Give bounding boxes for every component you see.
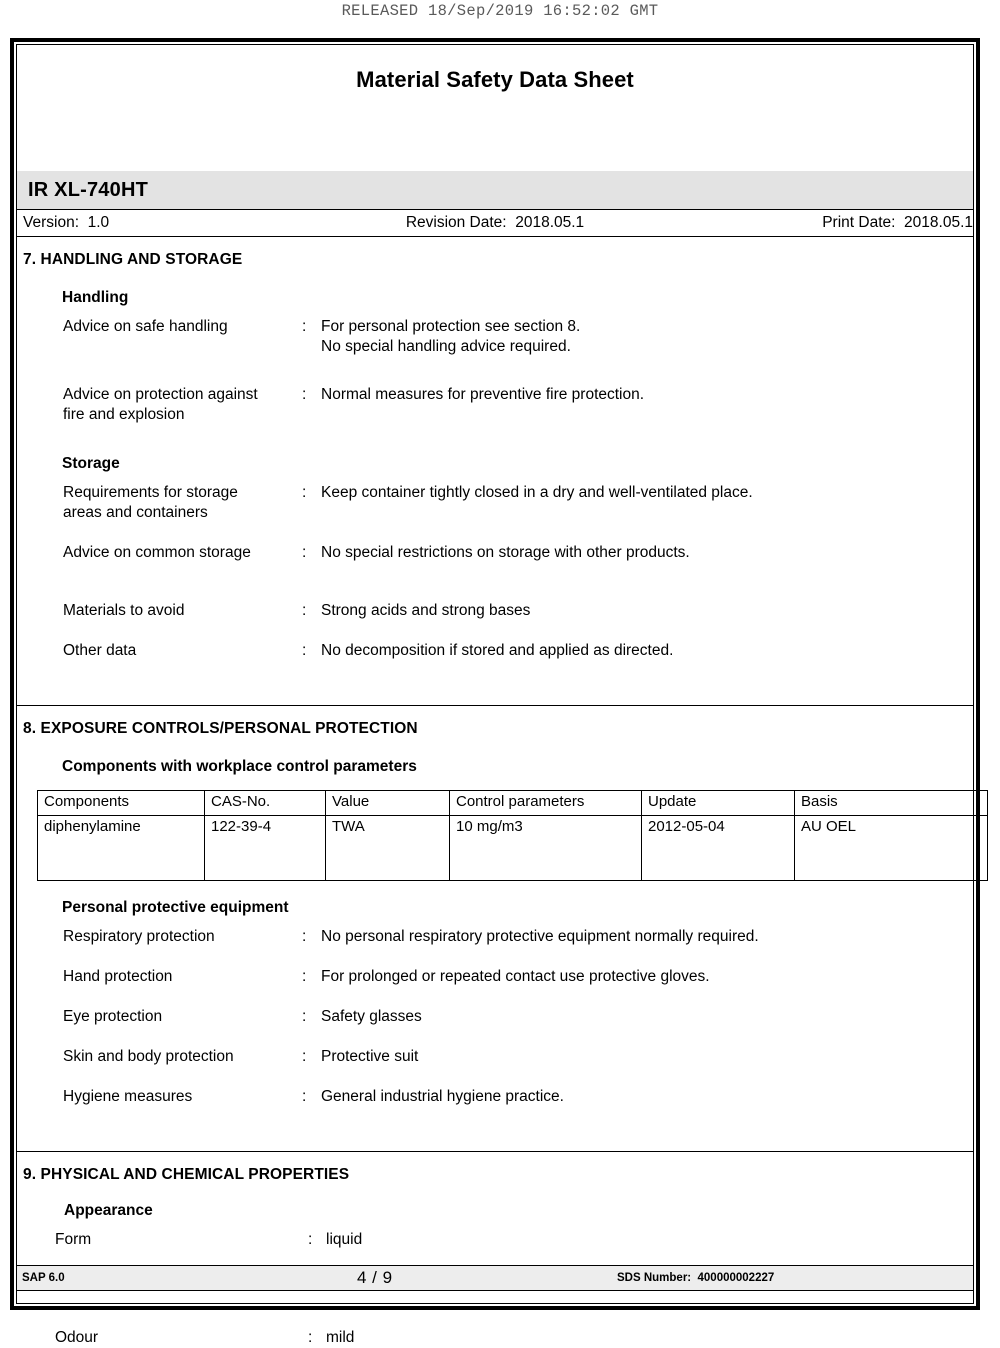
- spacer: [17, 987, 973, 1007]
- row-skin-and-body-protection: [17, 1047, 973, 1067]
- column-header-value: Value: [326, 791, 450, 816]
- row-hygiene-measures: [17, 1087, 973, 1107]
- storage-subheading: Storage: [62, 455, 120, 472]
- column-header-components: Components: [38, 791, 205, 816]
- spacer: [17, 1184, 973, 1202]
- section-8-title: 8. EXPOSURE CONTROLS/PERSONAL PROTECTION: [23, 720, 418, 737]
- row-form: [17, 1230, 973, 1250]
- row-label-line-2: fire and explosion: [63, 406, 185, 423]
- row-value: No decomposition if stored and applied as directed.: [321, 642, 674, 659]
- row-colon: :: [302, 602, 307, 619]
- spacer: [17, 533, 973, 543]
- cell-cas-no: 122-39-4: [205, 816, 326, 881]
- row-value: No personal respiratory protective equipment normally required.: [321, 928, 759, 945]
- personal-protective-equipment-subheading: Personal protective equipment: [62, 899, 289, 916]
- row-label: Odour: [55, 1329, 99, 1346]
- page-inner: [16, 44, 974, 1346]
- row-value-line-2: No special handling advice required.: [321, 338, 571, 355]
- spacer: [17, 661, 973, 691]
- row-value: Safety glasses: [321, 1008, 422, 1025]
- row-odour: [17, 1328, 973, 1348]
- row-colon: :: [302, 386, 307, 403]
- title-spacer: [17, 93, 973, 171]
- row-advice-on-safe-handling: [17, 317, 973, 355]
- spacer: [17, 1107, 973, 1137]
- row-label: [63, 385, 303, 425]
- spacer: [17, 269, 973, 289]
- spacer: [17, 691, 973, 705]
- footer-page-number: 4 / 9: [357, 1268, 393, 1287]
- row-label: [63, 483, 303, 523]
- row-eye-protection: [17, 1007, 973, 1027]
- spacer: [17, 583, 973, 601]
- footer-sds-number: SDS Number: 400000002227: [617, 1272, 775, 1284]
- row-colon: :: [302, 1088, 307, 1105]
- spacer: [17, 367, 973, 385]
- row-requirements-for-storage: [17, 483, 973, 521]
- page-frame: [10, 38, 980, 1346]
- row-label: Hygiene measures: [63, 1088, 193, 1105]
- row-advice-on-common-storage: [17, 543, 973, 563]
- page-footer: [17, 1265, 973, 1291]
- document-title: Material Safety Data Sheet: [356, 67, 634, 92]
- spacer: [17, 1310, 973, 1328]
- section-9-title: 9. PHYSICAL AND CHEMICAL PROPERTIES: [23, 1166, 350, 1183]
- components-control-parameters-subheading: Components with workplace control parameters: [62, 758, 417, 775]
- row-colon: :: [302, 318, 307, 335]
- spacer: [17, 1290, 973, 1310]
- row-label-line-1: Advice on protection against: [63, 386, 258, 403]
- row-advice-on-protection-fire-explosion: [17, 385, 973, 423]
- column-header-update: Update: [642, 791, 795, 816]
- row-value: liquid: [326, 1231, 363, 1248]
- released-stamp: RELEASED 18/Sep/2019 16:52:02 GMT: [341, 2, 659, 20]
- row-hand-protection: [17, 967, 973, 987]
- row-label: Advice on common storage: [63, 544, 251, 561]
- spacer: [17, 1067, 973, 1087]
- section-exposure-controls: [17, 706, 973, 1152]
- document-meta-row: [17, 209, 973, 237]
- section-7-title: 7. HANDLING AND STORAGE: [23, 251, 243, 268]
- row-value: mild: [326, 1329, 355, 1346]
- row-label: Other data: [63, 642, 137, 659]
- spacer: [17, 881, 973, 899]
- spacer: [17, 1220, 973, 1230]
- appearance-subheading: Appearance: [64, 1202, 153, 1219]
- spacer: [17, 307, 973, 317]
- cell-components: diphenylamine: [38, 816, 205, 881]
- row-materials-to-avoid: [17, 601, 973, 621]
- row-label: Advice on safe handling: [63, 318, 228, 335]
- spacer: [17, 621, 973, 641]
- row-colon: :: [302, 1008, 307, 1025]
- table-row: [38, 816, 988, 881]
- row-colon: :: [302, 928, 307, 945]
- row-colon: :: [302, 642, 307, 659]
- row-value: Keep container tightly closed in a dry and well-ventilated place.: [321, 484, 753, 501]
- spacer: [17, 1137, 973, 1151]
- row-value: Normal measures for preventive fire protection.: [321, 386, 645, 403]
- row-value: For prolonged or repeated contact use protective gloves.: [321, 968, 710, 985]
- row-value: [321, 317, 965, 357]
- spacer: [17, 738, 973, 758]
- section-physical-chemical-properties: [17, 1152, 973, 1348]
- row-colon: :: [308, 1231, 313, 1248]
- column-header-control-parameters: Control parameters: [450, 791, 642, 816]
- column-header-basis: Basis: [795, 791, 988, 816]
- column-header-cas-no: CAS-No.: [205, 791, 326, 816]
- exposure-table-wrapper: [17, 790, 973, 881]
- document-header: [17, 45, 973, 237]
- row-colon: :: [302, 544, 307, 561]
- handling-subheading: Handling: [62, 289, 129, 306]
- row-colon: :: [302, 484, 307, 501]
- cell-update: 2012-05-04: [642, 816, 795, 881]
- revision-date-label: Revision Date: 2018.05.1: [405, 214, 585, 231]
- spacer: [17, 435, 973, 455]
- row-label: Respiratory protection: [63, 928, 215, 945]
- row-label: Skin and body protection: [63, 1048, 234, 1065]
- product-name-bar: IR XL-740HT: [17, 171, 973, 209]
- row-label: Materials to avoid: [63, 602, 185, 619]
- row-value: Strong acids and strong bases: [321, 602, 531, 619]
- spacer: [17, 473, 973, 483]
- row-label: Hand protection: [63, 968, 173, 985]
- exposure-limits-table: [37, 790, 988, 881]
- row-value: No special restrictions on storage with other products.: [321, 544, 690, 561]
- row-label: Form: [55, 1231, 92, 1248]
- spacer: [17, 706, 973, 720]
- spacer: [17, 237, 973, 251]
- document-content: [17, 237, 973, 1348]
- spacer: [17, 1152, 973, 1166]
- table-header-row: [38, 791, 988, 816]
- cell-value: TWA: [326, 816, 450, 881]
- row-value: General industrial hygiene practice.: [321, 1088, 564, 1105]
- spacer: [17, 563, 973, 583]
- row-label-line-2: areas and containers: [63, 504, 208, 521]
- row-colon: :: [308, 1329, 313, 1346]
- spacer: [17, 947, 973, 967]
- row-colon: :: [302, 1048, 307, 1065]
- cell-control-parameters: 10 mg/m3: [450, 816, 642, 881]
- spacer: [17, 917, 973, 927]
- section-handling-and-storage: [17, 237, 973, 706]
- cell-basis: AU OEL: [795, 816, 988, 881]
- footer-sap-version: SAP 6.0: [22, 1272, 65, 1284]
- spacer: [17, 776, 973, 790]
- row-other-data: [17, 641, 973, 661]
- version-label: Version: 1.0: [23, 214, 110, 231]
- spacer: [17, 1027, 973, 1047]
- row-value-line-1: For personal protection see section 8.: [321, 318, 581, 335]
- row-label: Eye protection: [63, 1008, 163, 1025]
- row-label-line-1: Requirements for storage: [63, 484, 238, 501]
- row-colon: :: [302, 968, 307, 985]
- row-respiratory-protection: [17, 927, 973, 947]
- print-date-label: Print Date: 2018.05.1: [822, 214, 973, 231]
- row-value: Protective suit: [321, 1048, 419, 1065]
